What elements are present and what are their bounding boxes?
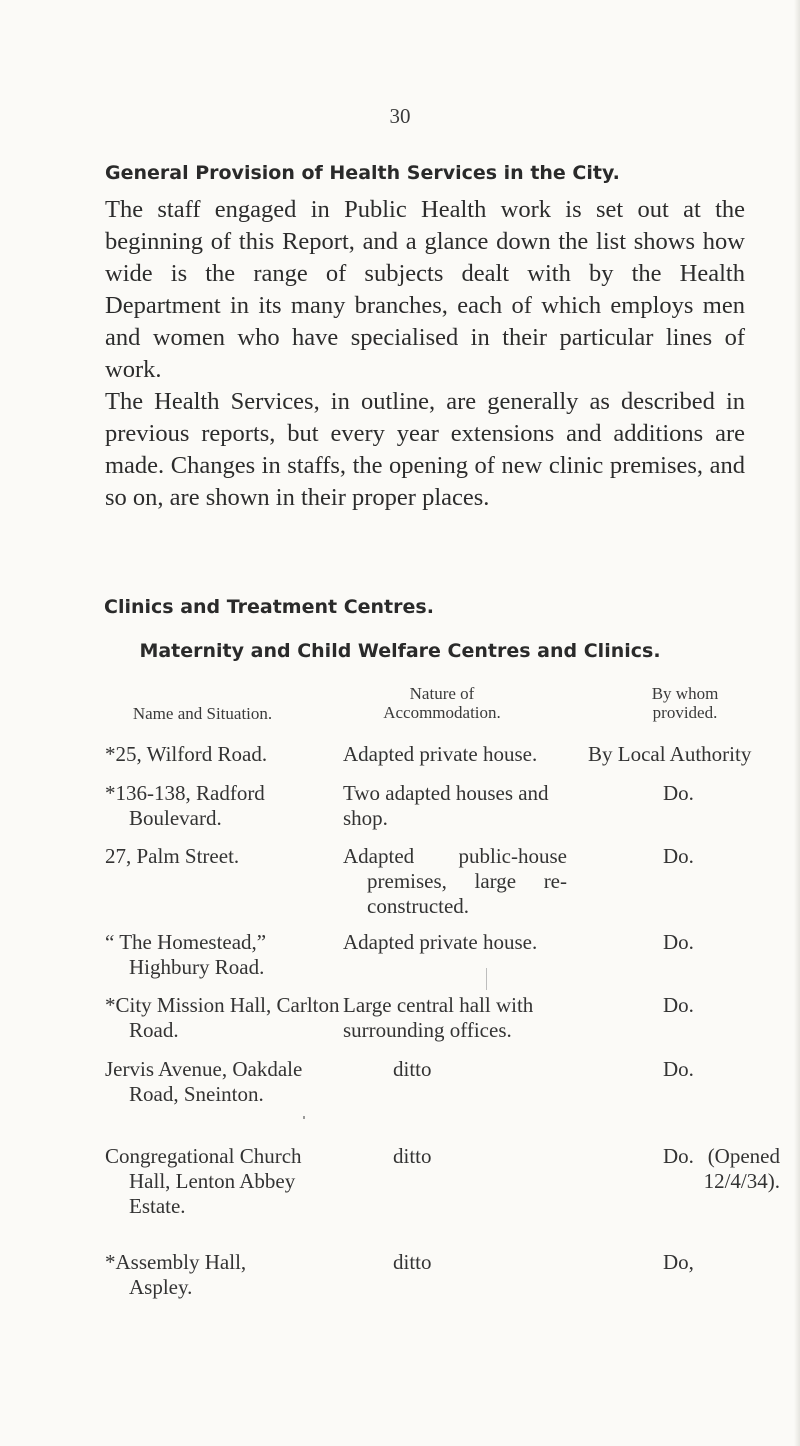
table-row-nature: Adapted public-house premises, large re-constructed. — [343, 844, 567, 918]
column-header-name — [100, 704, 305, 723]
page-edge-shadow — [794, 0, 800, 1446]
table-row-name: Jervis Avenue, Oakdale Road, Sneinton. — [105, 1057, 303, 1106]
table-row-name: 27, Palm Street. — [105, 844, 240, 868]
table-row-name: “ The Homestead,” Highbury Road. — [105, 930, 267, 979]
table-row-nature: Large central hall with surrounding offices. — [343, 993, 534, 1042]
table-row-provided: Do. — [663, 1057, 694, 1081]
table-row-provided: Do. — [663, 930, 694, 954]
table-row-nature: Two adapted houses and shop. — [343, 781, 549, 830]
table-row-provided: Do. — [663, 1144, 694, 1168]
column-header-provided-line1: By whom — [651, 684, 719, 703]
table-row-provided: Do, — [663, 1250, 694, 1274]
table-row-nature: Adapted private house. — [343, 742, 538, 766]
table-row-provided: Do. — [663, 781, 694, 805]
table-row-provided: Do. — [663, 993, 694, 1017]
column-header-nature-line2: Accommodation. — [383, 703, 501, 722]
section-heading-clinics: Clinics and Treatment Centres. — [104, 596, 434, 618]
table-row-name: *Assembly Hall, Aspley. — [105, 1250, 247, 1299]
section-heading-general-provision: General Provision of Health Services in the City. — [105, 162, 620, 184]
page-number: 30 — [389, 104, 411, 128]
table-row-name: *City Mission Hall, Carlton Road. — [105, 993, 340, 1042]
column-header-provided-line2: provided. — [652, 703, 718, 722]
paragraph-health-services: The Health Services, in outline, are generally as described in previous reports, but every year extensions and additions are made. Changes in staffs, the opening of new clinic premises, and so on, are shown in their proper places. — [105, 388, 745, 511]
table-row-nature: ditto — [393, 1144, 432, 1168]
column-header-provided — [615, 684, 755, 722]
column-header-nature-line1: Nature of — [409, 684, 475, 703]
table-row-name: Congregational Church Hall, Lenton Abbey Estate. — [105, 1144, 302, 1218]
print-artifact-dot — [303, 1116, 305, 1119]
table-row-nature: Adapted private house. — [343, 930, 538, 954]
column-header-name-text: Name and Situation. — [132, 704, 273, 723]
table-row-name: *136-138, Radford Boulevard. — [105, 781, 265, 830]
table-row-note: (Opened 12/4/34). — [703, 1144, 780, 1193]
paragraph-staff: The staff engaged in Public Health work is set out at the beginning of this Report, and a glance down the list shows how wide is the range of subjects dealt with by the Health Department in its many branches, each of which employs men and women who have specialised in their particular lines of work. — [105, 196, 745, 383]
table-row-provided: Do. — [663, 844, 694, 868]
table-row-nature: ditto — [393, 1057, 432, 1081]
table-row-provided: By Local Authority — [588, 742, 752, 766]
table-row-name: *25, Wilford Road. — [105, 742, 268, 766]
print-artifact-line — [486, 968, 487, 990]
table-row-nature: ditto — [393, 1250, 432, 1274]
column-header-nature — [322, 684, 562, 722]
section-heading-welfare-centres: Maternity and Child Welfare Centres and Clinics. — [139, 640, 661, 662]
